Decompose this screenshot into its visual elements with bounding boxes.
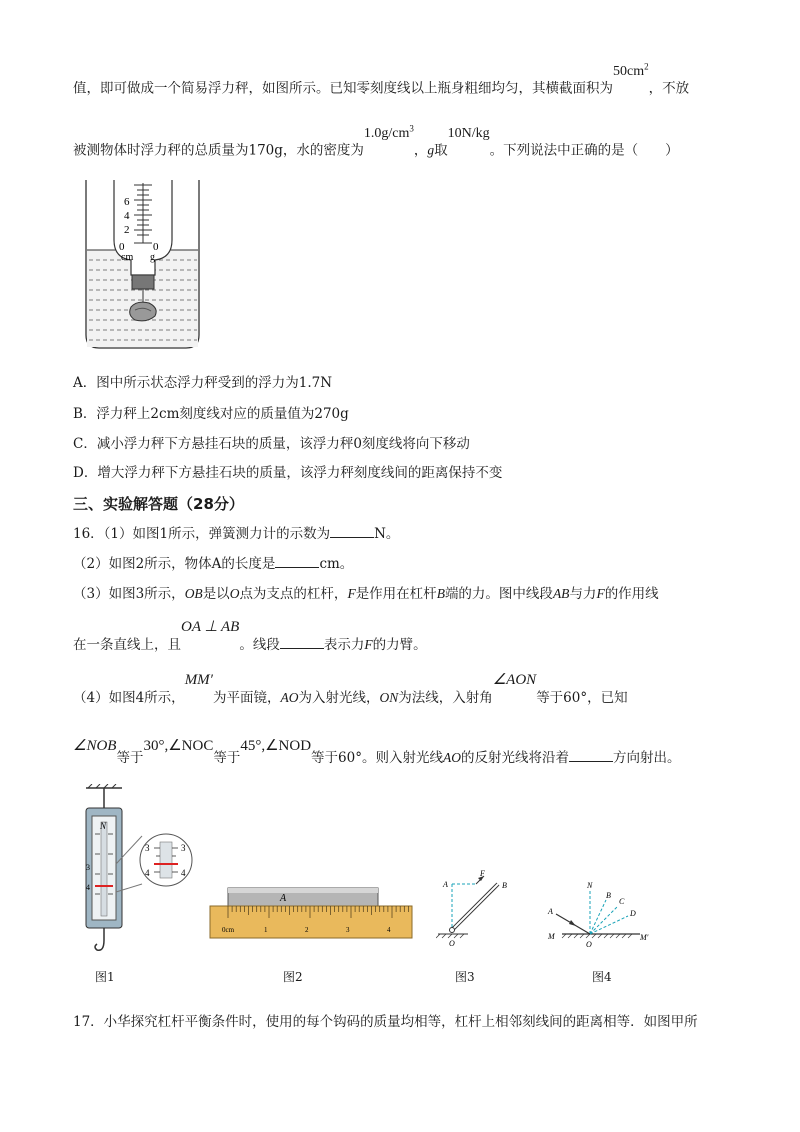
option-c: C．减小浮力秤下方悬挂石块的质量，该浮力秤0刻度线将向下移动 xyxy=(73,436,470,452)
option-d: D．增大浮力秤下方悬挂石块的质量，该浮力秤刻度线间的距离保持不变 xyxy=(73,465,503,481)
angle-nod: 45°,∠NOD xyxy=(240,738,312,754)
figure-2-caption: 图2 xyxy=(283,970,303,984)
answer-blank xyxy=(569,749,613,762)
svg-text:4: 4 xyxy=(387,926,391,934)
p16-part2: （2）如图2所示，物体A的长度是 cm。 xyxy=(73,556,354,572)
perpendicular-expression: OA ⊥ AB xyxy=(181,619,240,635)
svg-text:6: 6 xyxy=(124,196,130,208)
figure-1-spring-scale xyxy=(80,784,210,956)
svg-text:N: N xyxy=(100,821,107,831)
svg-text:O: O xyxy=(449,939,455,948)
g-symbol: g xyxy=(427,142,435,158)
figure-3-caption: 图3 xyxy=(455,970,475,984)
buoyancy-scale-figure xyxy=(85,180,200,350)
svg-text:A: A xyxy=(280,893,287,904)
svg-text:M: M xyxy=(548,932,555,941)
figure-4-mirror xyxy=(542,876,652,952)
p15-line1: 值，即可做成一个简易浮力秤，如图所示。已知零刻度线以上瓶身粗细均匀，其横截面积为$50cm^2$，不放 xyxy=(73,61,690,97)
svg-text:B: B xyxy=(502,881,507,890)
p17-line1: 17．小华探究杠杆平衡条件时，使用的每个钩码的质量均相等，杠杆上相邻刻线间的距离相等．如图甲所 xyxy=(73,1014,698,1030)
p15-line2: 被测物体时浮力秤的总质量为170g，水的密度为$1.0g/cm^3$，g取10N/kg。下列说法中正确的是（ ） xyxy=(73,123,679,159)
angle-nob: ∠NOB xyxy=(73,738,117,754)
svg-text:4: 4 xyxy=(86,883,90,892)
figure-4-caption: 图4 xyxy=(592,970,612,984)
angle-aon: ∠AON xyxy=(492,672,537,688)
option-a: A．图中所示状态浮力秤受到的浮力为1.7N xyxy=(73,375,333,391)
option-b: B．浮力秤上2cm刻度线对应的质量值为270g xyxy=(73,406,349,422)
area-value: $50cm^2$ xyxy=(613,61,649,79)
figure-2-ruler xyxy=(208,884,414,942)
answer-blank xyxy=(330,525,374,538)
svg-text:A: A xyxy=(443,880,448,889)
svg-text:2: 2 xyxy=(305,926,309,934)
p16-part3-line2: 在一条直线上，且OA ⊥ AB。线段 表示力F的力臂。 xyxy=(73,619,427,653)
angle-noc: 30°,∠NOC xyxy=(143,738,214,754)
svg-text:4: 4 xyxy=(124,210,130,222)
svg-text:O: O xyxy=(586,940,592,949)
svg-text:F: F xyxy=(480,869,485,878)
svg-text:C: C xyxy=(619,897,625,906)
p16-part4-line2: ∠NOB等于30°,∠NOC等于45°,∠NOD等于60°。则入射光线AO的反射光线将沿着 方向射出。 xyxy=(73,738,681,766)
svg-text:3: 3 xyxy=(145,843,150,853)
svg-text:4: 4 xyxy=(145,868,150,878)
svg-text:A: A xyxy=(548,907,553,916)
p16-part1: 16．（1）如图1所示，弹簧测力计的示数为 N。 xyxy=(73,526,400,542)
density-value: $1.0g/cm^3$ xyxy=(363,123,414,141)
answer-blank xyxy=(280,636,324,649)
svg-text:1: 1 xyxy=(264,926,268,934)
p16-part3: （3）如图3所示，OB是以O点为支点的杠杆，F是作用在杠杆B端的力。图中线段AB与力F的作用线 xyxy=(73,586,659,602)
svg-text:4: 4 xyxy=(181,868,186,878)
svg-text:3: 3 xyxy=(86,863,90,872)
svg-text:cm: cm xyxy=(121,252,134,263)
svg-text:g: g xyxy=(150,252,155,263)
answer-blank xyxy=(275,555,319,568)
mirror-symbol: MM′ xyxy=(184,672,213,688)
section-3-heading: 三、实验解答题（28分） xyxy=(73,495,244,513)
svg-text:B: B xyxy=(606,891,611,900)
g-value: 10N/kg xyxy=(447,125,490,141)
svg-text:2: 2 xyxy=(124,224,130,236)
svg-text:0cm: 0cm xyxy=(222,926,235,934)
svg-text:D: D xyxy=(630,909,636,918)
svg-text:3: 3 xyxy=(346,926,350,934)
figure-1-caption: 图1 xyxy=(95,970,115,984)
svg-text:3: 3 xyxy=(181,843,186,853)
svg-text:N: N xyxy=(587,881,593,890)
svg-text:0: 0 xyxy=(119,241,125,253)
svg-text:M′: M′ xyxy=(640,933,649,942)
svg-text:0: 0 xyxy=(153,241,159,253)
figure-3-lever xyxy=(436,866,520,950)
p16-part4: （4）如图4所示，MM′为平面镜，AO为入射光线，ON为法线，入射角∠AON等于60°，已知 xyxy=(73,672,628,706)
